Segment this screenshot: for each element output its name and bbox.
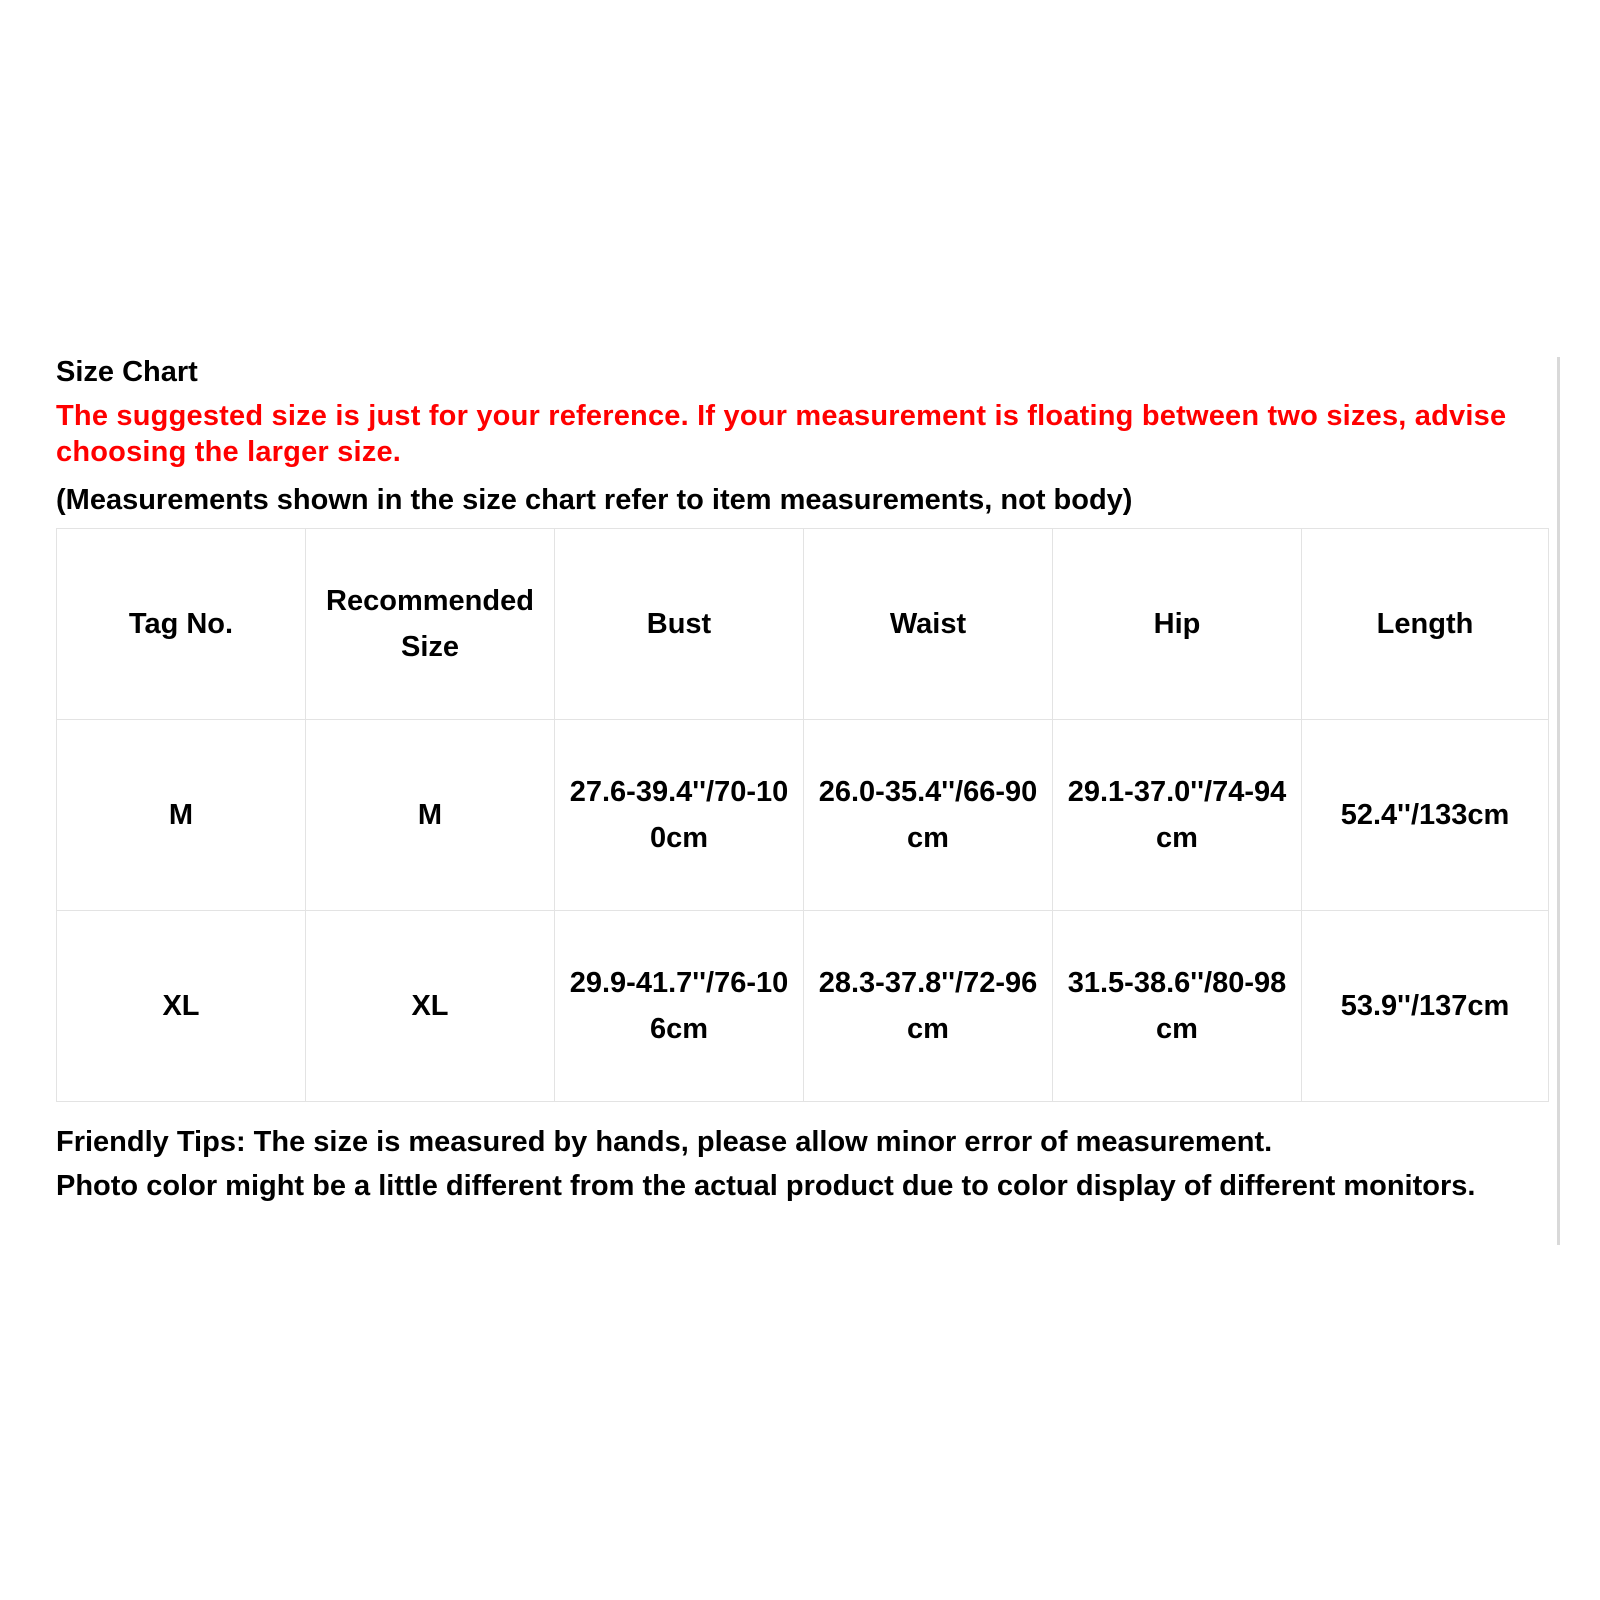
cell-waist: 28.3-37.8''/72-96 cm xyxy=(804,911,1053,1102)
header-hip: Hip xyxy=(1053,529,1302,720)
table-row xyxy=(57,720,1549,911)
cell-recommended-size: M xyxy=(306,720,555,911)
size-chart-panel xyxy=(56,352,1556,1204)
header-recommended-line2: Size xyxy=(400,631,460,663)
cell-bust: 27.6-39.4''/70-10 0cm xyxy=(555,720,804,911)
panel-right-border xyxy=(1557,357,1560,1245)
chart-title: Size Chart xyxy=(56,356,198,388)
cell-recommended-size: XL xyxy=(306,911,555,1102)
cell-tag-no: XL xyxy=(57,911,306,1102)
cell-hip: 31.5-38.6''/80-98 cm xyxy=(1053,911,1302,1102)
cell-waist: 26.0-35.4''/66-90 cm xyxy=(804,720,1053,911)
size-notice: The suggested size is just for your reference. If your measurement is floating between two sizes, advise choosing the larger size. xyxy=(56,400,1507,468)
table-header-row xyxy=(57,529,1549,720)
header-length: Length xyxy=(1302,529,1549,720)
friendly-tips: Friendly Tips: The size is measured by hands, please allow minor error of measurement. xyxy=(56,1126,1273,1158)
header-recommended-size xyxy=(306,529,555,720)
table-row xyxy=(57,911,1549,1102)
measurement-note: (Measurements shown in the size chart refer to item measurements, not body) xyxy=(56,484,1133,516)
cell-length: 53.9''/137cm xyxy=(1302,911,1549,1102)
cell-tag-no: M xyxy=(57,720,306,911)
header-tag-no: Tag No. xyxy=(57,529,306,720)
cell-hip: 29.1-37.0''/74-94 cm xyxy=(1053,720,1302,911)
cell-bust: 29.9-41.7''/76-10 6cm xyxy=(555,911,804,1102)
photo-color-note: Photo color might be a little different from the actual product due to color display of different monitors. xyxy=(56,1170,1476,1202)
cell-length: 52.4''/133cm xyxy=(1302,720,1549,911)
size-table xyxy=(56,528,1549,1102)
header-recommended-line1: Recommended xyxy=(326,585,534,617)
header-bust: Bust xyxy=(555,529,804,720)
header-waist: Waist xyxy=(804,529,1053,720)
